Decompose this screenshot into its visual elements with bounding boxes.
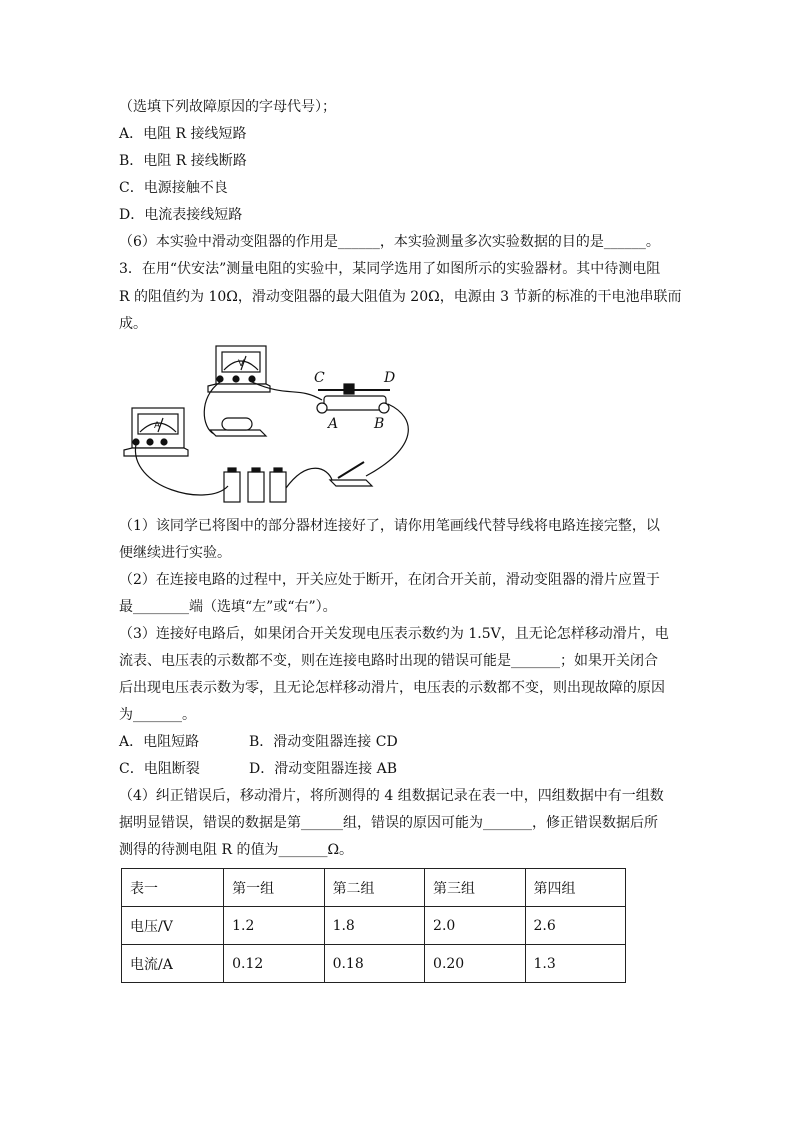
table-cell: 表一 (122, 869, 224, 907)
table-cell: 1.8 (324, 907, 424, 945)
voltmeter-label: V (238, 359, 245, 369)
question-1-line-1: （1）该同学已将图中的部分器材连接好了，请你用笔画线代替导线将电路连接完整，以 (119, 518, 660, 534)
table-cell: 0.20 (425, 945, 525, 983)
label-a: A (328, 416, 339, 432)
question-4-line-1: （4）纠正错误后，移动滑片，将所测得的 4 组数据记录在表一中，四组数据中有一组数 (119, 788, 664, 804)
switch-icon (330, 462, 372, 486)
question-2-line-2: 最________端（选填“左”或“右”）。 (119, 599, 337, 615)
option-rheostat-ab: D．滑动变阻器连接 AB (249, 761, 398, 777)
resistor-icon (210, 418, 266, 436)
table-cell: 第四组 (525, 869, 626, 907)
circuit-figure (118, 338, 428, 508)
label-c: C (314, 370, 325, 386)
table-cell: 第三组 (425, 869, 525, 907)
problem-3-line-1: 3．在用“伏安法”测量电阻的实验中，某同学选用了如图所示的实验器材。其中待测电阻 (119, 261, 661, 277)
rheostat-icon (317, 384, 390, 413)
option-a: A．电阻 R 接线短路 (119, 126, 247, 142)
label-d: D (384, 370, 396, 386)
table-header-row (122, 869, 626, 907)
question-3-line-2: 流表、电压表的示数都不变，则在连接电路时出现的错误可能是_______；如果开关闭合 (119, 653, 658, 669)
table-cell: 电压/V (122, 907, 224, 945)
table-row (122, 945, 626, 983)
option-d: D．电流表接线短路 (119, 207, 243, 223)
problem-3-line-3: 成。 (119, 316, 147, 332)
question-2-line-1: （2）在连接电路的过程中，开关应处于断开，在闭合开关前，滑动变阻器的滑片应置于 (119, 572, 660, 588)
option-broken: C．电阻断裂 (119, 761, 200, 777)
option-rheostat-cd: B．滑动变阻器连接 CD (249, 734, 398, 750)
table-cell: 1.2 (224, 907, 324, 945)
label-b: B (374, 416, 385, 432)
data-table (121, 868, 626, 983)
table-row (122, 907, 626, 945)
option-short-circuit: A．电阻短路 (119, 734, 200, 750)
option-c: C．电源接触不良 (119, 180, 228, 196)
question-4-line-3: 测得的待测电阻 R 的值为_______Ω。 (119, 842, 354, 858)
table-cell: 0.12 (224, 945, 324, 983)
question-6: （6）本实验中滑动变阻器的作用是______，本实验测量多次实验数据的目的是______。 (119, 234, 660, 250)
ammeter-label: A (154, 421, 161, 431)
table-cell: 第一组 (224, 869, 324, 907)
table-cell: 2.0 (425, 907, 525, 945)
question-4-line-2: 据明显错误，错误的数据是第______组，错误的原因可能为_______，修正错误数据后所 (119, 815, 658, 831)
text-line: （选填下列故障原因的字母代号）； (119, 99, 336, 115)
problem-3-line-2: R 的阻值约为 10Ω，滑动变阻器的最大阻值为 20Ω，电源由 3 节新的标准的干电池串联而 (119, 289, 682, 305)
table-cell: 第二组 (324, 869, 424, 907)
options-row-1 (119, 732, 398, 752)
question-3-line-1: （3）连接好电路后，如果闭合开关发现电压表示数约为 1.5V，且无论怎样移动滑片，电 (119, 626, 669, 642)
question-3-line-4: 为_______。 (119, 707, 196, 723)
table-cell: 1.3 (525, 945, 626, 983)
ammeter-icon (124, 408, 188, 456)
table-cell: 2.6 (525, 907, 626, 945)
question-1-line-2: 便继续进行实验。 (119, 545, 231, 561)
table-cell: 0.18 (324, 945, 424, 983)
options-row-2 (119, 759, 397, 779)
battery-icon (224, 468, 286, 502)
table-cell: 电流/A (122, 945, 224, 983)
option-b: B．电阻 R 接线断路 (119, 153, 247, 169)
question-3-line-3: 后出现电压表示数为零，且无论怎样移动滑片，电压表的示数都不变，则出现故障的原因 (119, 680, 665, 696)
